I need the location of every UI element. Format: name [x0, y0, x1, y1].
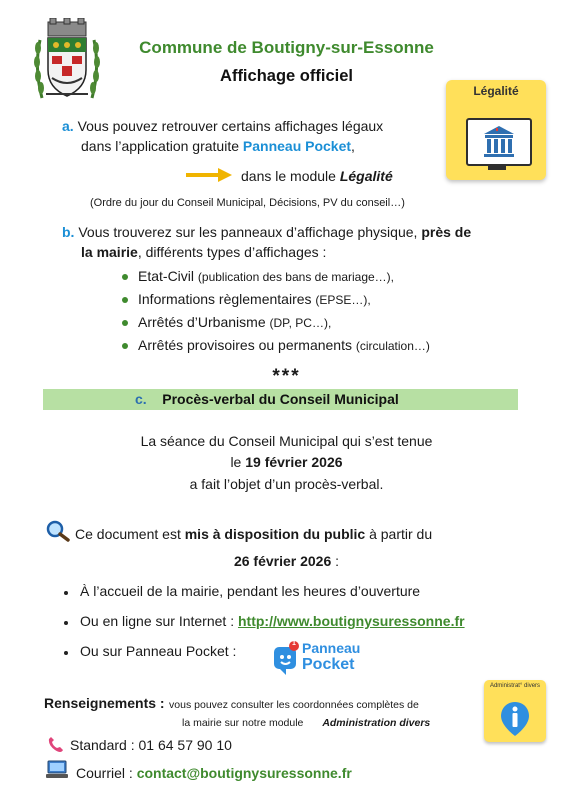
info-icon [499, 700, 531, 738]
notification-badge: 1 [292, 640, 296, 647]
module-line-text: dans le module [241, 168, 340, 184]
app-name: Panneau Pocket [242, 138, 352, 154]
list-item-detail: (DP, PC…), [269, 316, 332, 330]
section-a-note: (Ordre du jour du Conseil Municipal, Décisions, PV du conseil…) [90, 197, 405, 209]
list-item [120, 268, 430, 291]
renseignements-line1: vous pouvez consulter les coordonnées complètes de [169, 699, 419, 711]
module-name: Légalité [339, 168, 393, 184]
section-b-line1: Vous trouverez sur les panneaux d’affichage physique, [78, 224, 422, 240]
list-item [62, 613, 532, 643]
section-a-line2-text: dans l’application gratuite [81, 138, 243, 154]
admin-module-name: Administration divers [322, 717, 431, 729]
list-item-text: Ou en ligne sur Internet : [80, 613, 238, 629]
section-b-line2-text: , différents types d’affichages : [137, 244, 327, 260]
crest-logo [32, 18, 102, 104]
list-item-detail: (EPSE…), [315, 293, 371, 307]
list-item [62, 583, 532, 613]
seance-line2-text: le [230, 454, 246, 470]
disposition-text-end: à partir du [365, 526, 433, 542]
courriel-line [76, 765, 352, 781]
list-item-text: Ou sur Panneau Pocket : [80, 643, 237, 659]
renseignements-line2-wrap [182, 717, 430, 729]
admin-divers-card[interactable] [484, 680, 546, 742]
page-subtitle: Affichage officiel [220, 67, 353, 85]
list-item-label: Arrêtés d’Urbanisme [138, 314, 270, 330]
section-c-marker: c. [135, 391, 147, 407]
panneau-logo-line2: Pocket [302, 656, 355, 673]
seance-date: 19 février 2026 [245, 454, 343, 470]
arrow-right-icon [186, 168, 232, 187]
list-item-label: Arrêtés provisoires ou permanents [138, 337, 356, 353]
magnifier-icon [46, 520, 70, 547]
list-item [120, 291, 430, 314]
renseignements-label: Renseignements : [44, 695, 165, 711]
monitor-stand [488, 164, 506, 170]
list-item-detail: (circulation…) [355, 339, 430, 353]
list-item [120, 314, 430, 337]
section-a [62, 117, 442, 136]
section-a-marker: a. [62, 118, 74, 134]
phone-icon [47, 737, 65, 758]
affichage-types-list [120, 268, 430, 360]
module-line [241, 167, 393, 186]
separator: *** [272, 366, 301, 387]
section-b-line2-bold: la mairie [81, 244, 138, 260]
monitor-icon [466, 118, 532, 166]
section-b-marker: b. [62, 224, 75, 240]
section-a-line2-comma: , [351, 138, 355, 154]
email-link[interactable]: contact@boutignysuressonne.fr [136, 765, 352, 781]
section-c-title: Procès-verbal du Conseil Municipal [162, 391, 399, 407]
computer-icon [46, 760, 68, 785]
seance-line1: La séance du Conseil Municipal qui s’est tenue [140, 433, 433, 449]
list-item-detail: (publication des bans de mariage…), [197, 270, 395, 284]
seance-line2 [0, 454, 573, 470]
disposition-text: Ce document est [75, 526, 185, 542]
legalite-module-card [446, 80, 546, 180]
section-b-line1-bold: près de [421, 224, 472, 240]
disposition-line [75, 526, 432, 542]
section-c-title-wrap [135, 391, 399, 407]
list-item [120, 337, 430, 360]
renseignements [44, 695, 419, 713]
standard-phone: Standard : 01 64 57 90 10 [70, 737, 232, 753]
legalite-card-label: Légalité [473, 84, 519, 98]
disposition-bold: mis à disposition du public [184, 526, 366, 542]
section-b-line2 [81, 243, 531, 262]
list-item-label: Etat-Civil [138, 268, 198, 284]
admin-card-label: Administrat° divers [489, 683, 541, 689]
disposition-date-colon: : [331, 553, 340, 569]
list-item-text: À l’accueil de la mairie, pendant les heures d’ouverture [80, 583, 421, 599]
section-b [62, 223, 532, 242]
section-a-line1: Vous pouvez retrouver certains affichages légaux [77, 118, 384, 134]
page-title: Commune de Boutigny-sur-Essonne [139, 38, 434, 57]
seance-line3: a fait l’objet d’un procès-verbal. [189, 476, 384, 492]
panneau-logo-line1: Panneau [302, 640, 361, 656]
renseignements-line2: la mairie sur notre module [182, 717, 304, 729]
list-item-label: Informations règlementaires [138, 291, 316, 307]
courriel-label: Courriel : [76, 765, 137, 781]
disposition-date-line [0, 553, 573, 569]
section-c-header [43, 389, 518, 410]
disposition-date: 26 février 2026 [233, 553, 332, 569]
section-a-line2 [81, 137, 441, 156]
panneau-pocket-logo[interactable] [272, 641, 392, 677]
website-link[interactable]: http://www.boutignysuressonne.fr [237, 613, 465, 629]
